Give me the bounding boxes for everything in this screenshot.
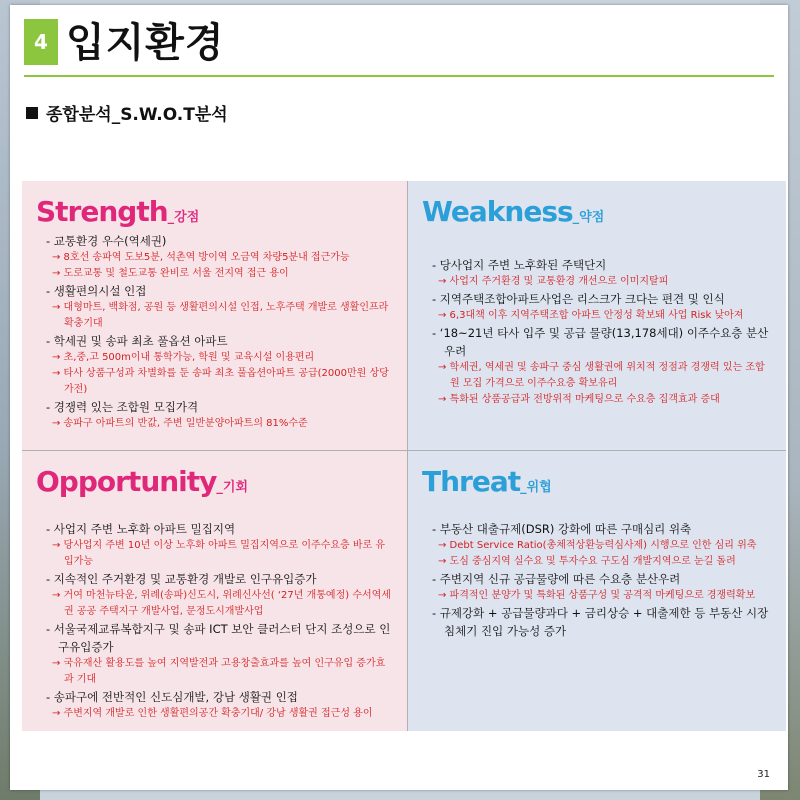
subtitle-text: 종합분석_S.W.O.T분석 [46,105,228,125]
strength-title-ko: _강점 [167,210,200,225]
swot-detail: → 국유재산 활용도를 높여 지역발전과 고용창출효과를 높여 인구유입 증가효과 기대 [52,658,386,685]
swot-item: - 교통환경 우수(역세권) [46,234,167,248]
swot-item: - 규제강화 + 공급물량과다 + 금리상승 + 대출제한 등 부동산 시장 침체기 진입 가능성 증가 [432,606,769,638]
strength-title: Strength [36,195,168,228]
swot-detail: → 송파구 아파트의 반값, 주변 일반분양아파트의 81%수준 [52,418,308,429]
swot-item: - 당사업지 주변 노후화된 주택단지 [432,258,607,272]
swot-item: - 송파구에 전반적인 신도심개발, 강남 생활권 인접 [46,690,298,704]
swot-item: - 지역주택조합아파트사업은 리스크가 크다는 편견 및 인식 [432,292,725,306]
swot-detail: → 거여 마천뉴타운, 위례(송파)신도시, 위례신사선( ‘27년 개통예정) 수서역세권 공공 주택지구 개발사업, 문정도시개발사업 [52,590,391,617]
strength-list [36,232,393,432]
section-number-badge: 4 [24,19,58,65]
threat-title-ko: _위협 [520,480,552,495]
opportunity-quadrant [22,451,408,731]
weakness-title: Weakness [422,195,573,228]
swot-detail: → 도로교통 및 철도교통 완비로 서울 전지역 접근 용이 [52,268,289,279]
weakness-quadrant [408,181,786,451]
swot-item: - 사업지 주변 노후화 아파트 밀집지역 [46,522,236,536]
swot-detail: → 당사업지 주변 10년 이상 노후화 아파트 밀집지역으로 이주수요층 바로 유입가능 [52,540,386,567]
swot-item: - 지속적인 주거환경 및 교통환경 개발로 인구유입증가 [46,572,317,586]
threat-list [422,520,772,640]
swot-item: - ‘18~21년 타사 입주 및 공급 물량(13,178세대) 이주수요층 분산우려 [432,326,769,358]
weakness-heading [422,195,772,228]
slide [10,5,788,790]
swot-detail: → 사업지 주거환경 및 교통환경 개선으로 이미지탈피 [438,276,669,287]
page-number: 31 [757,769,770,780]
swot-grid [22,181,786,731]
swot-detail: → 도심 중심지역 실수요 및 투자수요 구도심 개발지역으로 눈길 돌려 [438,556,736,567]
swot-detail: → Debt Service Ratio(총체적상환능력심사제) 시행으로 인한 심리 위축 [438,540,757,551]
square-bullet-icon [26,107,38,119]
title-divider [24,75,774,77]
page-title: 입지환경 [66,20,225,66]
opportunity-title: Opportunity [36,465,217,498]
swot-detail: → 특화된 상품공급과 전방위적 마케팅으로 수요층 집객효과 증대 [438,394,720,405]
opportunity-title-ko: _기회 [216,480,249,495]
threat-quadrant [408,451,786,731]
swot-detail: → 타사 상품구성과 차별화를 둔 송파 최초 풀옵션아파트 공급(2000만원 상당 가전) [52,368,389,395]
swot-detail: → 6,3대책 이후 지역주택조합 아파트 안정성 확보돼 사업 Risk 낮아져 [438,310,744,321]
swot-item: - 주변지역 신규 공급물량에 따른 수요층 분산우려 [432,572,681,586]
threat-heading [422,465,772,498]
threat-title: Threat [422,465,521,498]
weakness-list [422,256,772,408]
swot-item: - 부동산 대출규제(DSR) 강화에 따른 구매심리 위축 [432,522,692,536]
swot-detail: → 대형마트, 백화점, 공원 등 생활편의시설 인접, 노후주택 개발로 생활인프라 확충기대 [52,302,389,329]
swot-detail: → 파격적인 분양가 및 특화된 상품구성 및 공격적 마케팅으로 경쟁력확보 [438,590,756,601]
swot-detail: → 초,중,고 500m이내 통학가능, 학원 및 교육시설 이용편리 [52,352,315,363]
swot-item: - 경쟁력 있는 조합원 모집가격 [46,400,199,414]
strength-quadrant [22,181,408,451]
swot-item: - 서울국제교류복합지구 및 송파 ICT 보안 클러스터 단지 조성으로 인구유입증가 [46,622,391,654]
swot-item: - 생활편의시설 인접 [46,284,147,298]
opportunity-list [36,520,393,722]
swot-item: - 학세권 및 송파 최초 풀옵션 아파트 [46,334,228,348]
swot-detail: → 8호선 송파역 도보5분, 석촌역 방이역 오금역 차량5분내 접근가능 [52,252,350,263]
strength-heading [36,195,393,228]
weakness-title-ko: _약점 [572,210,605,225]
opportunity-heading [36,465,393,498]
swot-detail: → 학세권, 역세권 및 송파구 중심 생활권에 위치적 정점과 경쟁력 있는 조합원 모집 가격으로 이주수요층 확보유리 [438,362,765,389]
swot-detail: → 주변지역 개발로 인한 생활편의공간 확충기대/ 강남 생활권 접근성 용이 [52,708,373,719]
subtitle [26,100,228,125]
